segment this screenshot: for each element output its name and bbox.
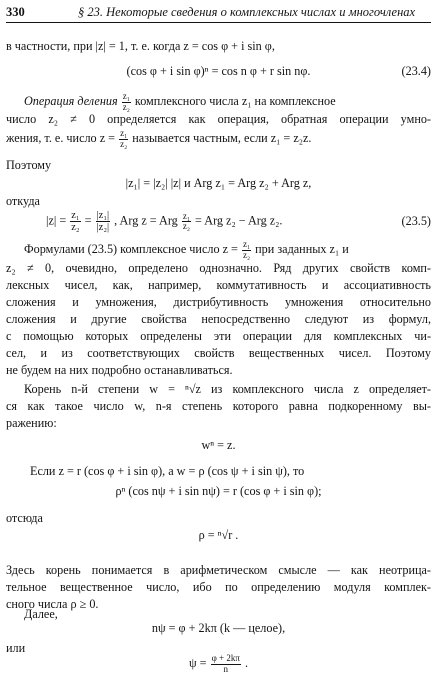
numerator: |z₁| [96, 210, 110, 221]
paragraph-line: сложения и умножения, дистрибутивность умножения относительно [6, 295, 431, 309]
text-line: откуда [6, 194, 40, 208]
equation-23-4 [6, 63, 431, 79]
fraction-abs [70, 210, 80, 233]
text-line: отсюда [6, 511, 43, 525]
denominator: z₂ [120, 138, 128, 149]
term-division: Операция деления [24, 93, 118, 108]
numerator: z₁ [182, 210, 190, 221]
running-header [6, 4, 431, 23]
text-line: Поэтому [6, 158, 52, 172]
text-fragment: Формулами (23.5) комплексное число z = [24, 241, 238, 256]
equation-23-5 [46, 210, 431, 233]
denominator: z₂ [182, 221, 190, 231]
equation-part: ψ = [188, 655, 207, 670]
equation-part: = [84, 213, 92, 228]
equation-psi [6, 654, 431, 674]
text-fragment: жения, т. е. число z = [6, 130, 116, 145]
equation-power: ρⁿ (cos nψ + i sin nψ) = r (cos φ + i sin φ); [115, 484, 322, 498]
numerator: z₁ [71, 210, 80, 221]
paragraph-line: сложения и другие свойства непосредственно следуют из формул, [6, 312, 431, 326]
numerator: z₁ [120, 128, 128, 138]
equation-rho: ρ = ⁿ√r . [198, 528, 239, 542]
fraction-modulus [96, 210, 111, 233]
equation-npsi: nψ = φ + 2kπ (k — целое), [151, 621, 286, 635]
paragraph-line: ся как такое число w, n-я степень которого равна подкоренному вы- [6, 399, 431, 413]
denominator: z₂ [242, 249, 251, 260]
denominator: z₂ [71, 222, 80, 233]
paragraph-line [24, 92, 431, 112]
paragraph-line: не будем на них подробно останавливаться. [6, 363, 233, 377]
paragraph-line: Здесь корень понимается в арифметическом смысле — как неотрица- [6, 563, 431, 577]
paragraph-line [24, 240, 431, 260]
equation-part: |z| = [46, 213, 67, 228]
paragraph-line: ражению: [6, 416, 57, 430]
paragraph-line: число z₂ ≠ 0 определяется как операция, обратная операции умно- [6, 112, 431, 126]
text-fragment: называется частным, если z₁ = z₂z. [132, 130, 312, 145]
equation-part: = Arg z₂ − Arg z₂. [195, 213, 283, 228]
equation-modulus-arg: |z₁| = |z₂| |z| и Arg z₁ = Arg z₂ + Arg z, [125, 176, 312, 190]
fraction [119, 129, 128, 149]
equation-polar-forms: Если z = r (cos φ + i sin φ), a w = ρ (cos ψ + i sin ψ), то [30, 464, 305, 478]
equation-number: (23.5) [401, 214, 431, 228]
text-line: в частности, при |z| = 1, т. е. когда z = cos φ + i sin φ, [6, 39, 275, 53]
paragraph-line: с помощью которых определены эти операции для комплексных чи- [6, 329, 431, 343]
text-fragment: комплексного числа z₁ на комплексное [134, 93, 336, 108]
denominator: n [223, 663, 228, 674]
numerator: z₁ [122, 91, 130, 101]
text-line: Далее, [24, 607, 58, 621]
equation-body: (cos φ + i sin φ)ⁿ = cos n φ + r sin nφ. [126, 64, 311, 78]
paragraph-line: z₂ ≠ 0, очевидно, определено однозначно. Ряд других свойств комп- [6, 261, 431, 275]
denominator: |z₂| [96, 222, 110, 233]
paragraph-line: сел, и из соответствующих свойств вещественных чисел. Поэтому [6, 346, 431, 360]
running-title: § 23. Некоторые сведения о комплексных числах и многочленах [78, 5, 416, 19]
numerator: φ + 2kπ [211, 653, 240, 663]
fraction-psi [211, 654, 241, 674]
denominator: z₂ [122, 101, 130, 112]
paragraph-line: лексных чисел, как, например, коммутативность и ассоциативность [6, 278, 431, 292]
fraction [242, 240, 251, 260]
equation-part: . [244, 655, 249, 670]
numerator: z₁ [242, 239, 251, 249]
text-fragment: при заданных z₁ и [255, 241, 349, 256]
paragraph-line: Корень n-й степени w = ⁿ√z из комплексного числа z определяет- [24, 382, 431, 396]
equation-number: (23.4) [401, 64, 431, 78]
paragraph-line [6, 129, 431, 149]
fraction-arg [182, 212, 191, 232]
equation-root: wⁿ = z. [201, 438, 236, 452]
page-number: 330 [6, 5, 25, 19]
equation-part: , Arg z = Arg [114, 213, 178, 228]
paragraph-line: тельное вещественное число, ибо по определению модуля комплек- [6, 580, 431, 594]
fraction [122, 92, 131, 112]
paragraph-line: сного числа ρ ≥ 0. [6, 597, 99, 611]
text-line: или [6, 641, 26, 655]
